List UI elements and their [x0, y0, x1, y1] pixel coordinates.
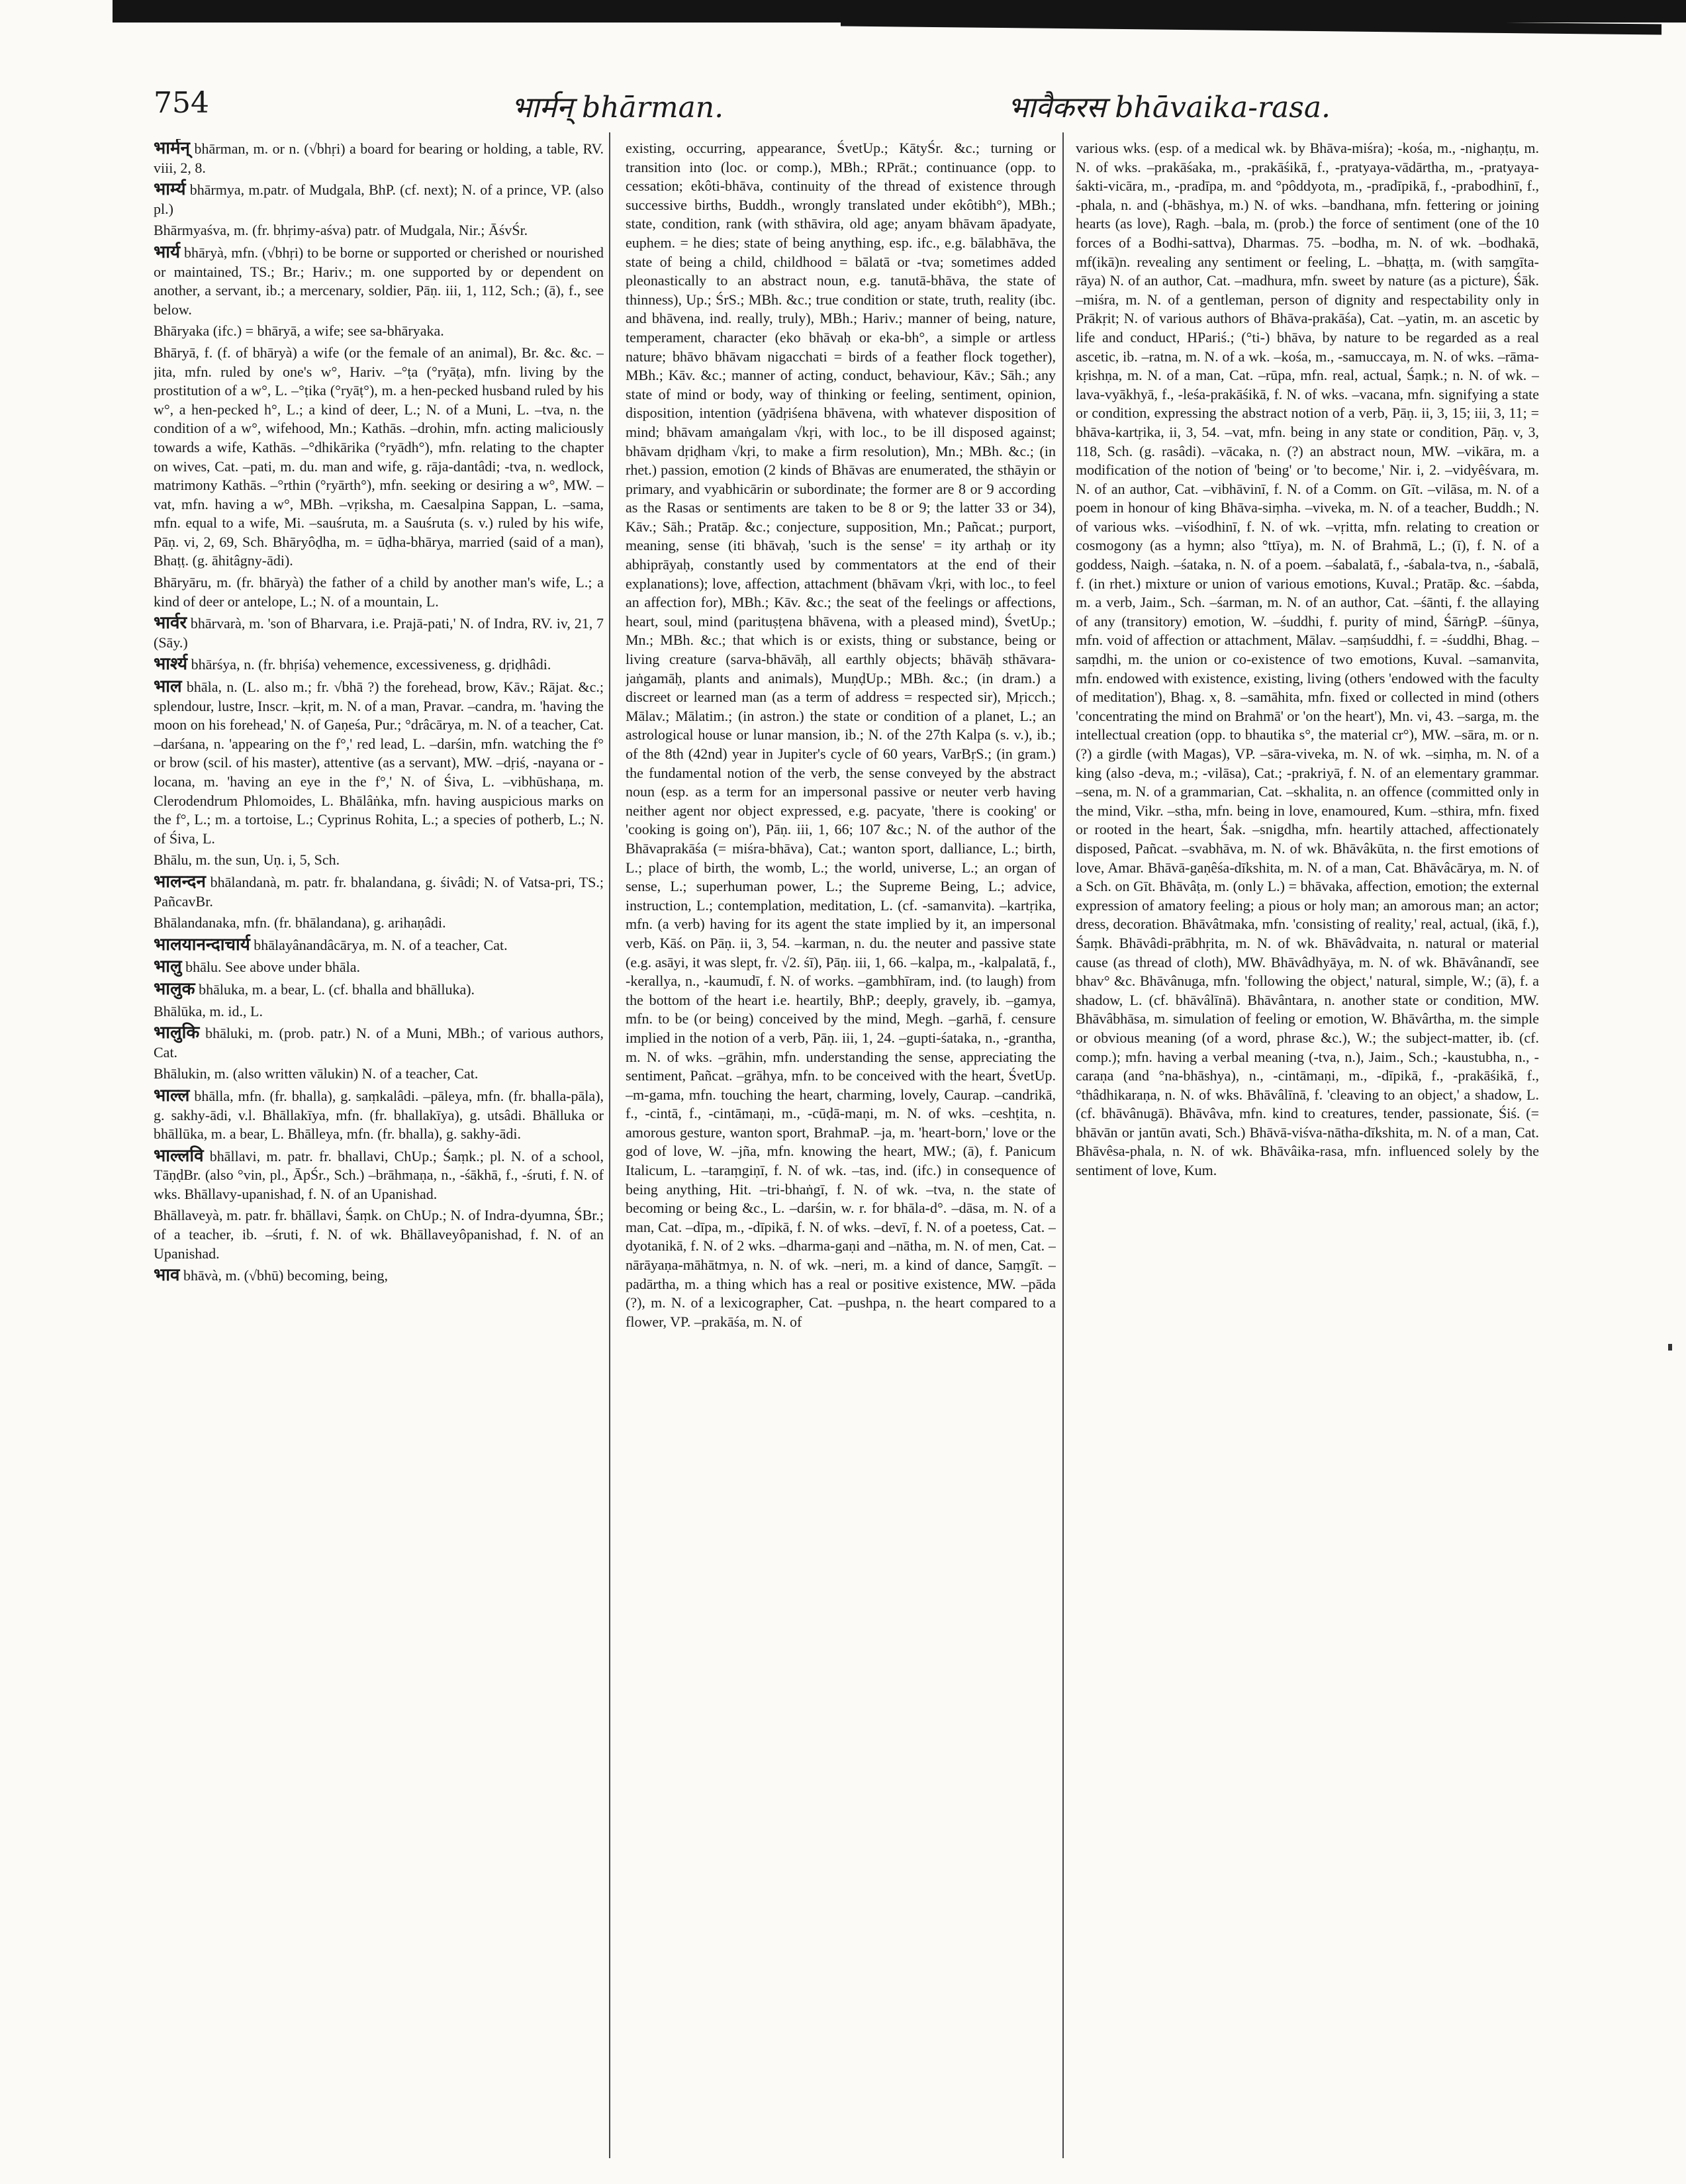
entry-text: bhāluki, m. (prob. patr.) N. of a Muni, MBh.; of various authors, Cat. — [154, 1025, 604, 1061]
entry-text: Bhāryā, f. (f. of bhāryà) a wife (or the female of an animal), Br. &c. &c. –jita, mfn. ruled by one's w°, Hariv. –°ṭa (°ryāṭa), mfn. living by the prostitution of a w°, L. –°ṭika (°ryāṭ°), m. a hen-pecked husband ruled by his w°, a hen-pecked h°, L.; a kind of deer, L.; N. of a Muni, L. –tva, n. the condition of a w°, wifehood, Mn.; Kathās. –drohin, mfn. acting maliciously towards a wife, Kathās. –°dhikārika (°ryādh°), mfn. relating to the chapter on wives, Cat. –pati, m. du. man and wife, g. rāja-dantâdi; -tva, n. wedlock, matrimony Kathās. –°rthin (°ryārth°), mfn. seeking or desiring a w°, MW. –vat, mfn. having a w°, MBh. –vṛiksha, m. Caesalpina Sappan, L. –sama, mfn. equal to a wife, Mi. –sauśruta, m. a Sauśruta (s. v.) ruled by his wife, Pāṇ. vi, 2, 69, Sch. Bhāryôḍha, m. = ūḍha-bhārya, married (said of a man), Bhaṭṭ. (g. āhitâgny-ādi). — [154, 344, 604, 569]
dictionary-entry — [154, 980, 604, 1000]
entry-headword: भाल — [154, 677, 182, 697]
dictionary-entry — [154, 851, 604, 870]
entry-headword: भार्श्य — [154, 654, 188, 675]
column-1 — [154, 139, 604, 2152]
dictionary-entry — [154, 957, 604, 977]
dictionary-entry — [154, 1086, 604, 1144]
column-2 — [626, 139, 1056, 2152]
column-divider-1 — [609, 132, 610, 2158]
column-3 — [1076, 139, 1539, 2152]
entry-text: bhāvà, m. (√bhū) becoming, being, — [183, 1267, 388, 1284]
entry-text: Bhālukin, m. (also written vālukin) N. of a teacher, Cat. — [154, 1065, 479, 1082]
entry-text: bhālu. See above under bhāla. — [185, 959, 361, 976]
entry-text: Bhāryaka (ifc.) = bhāryā, a wife; see sa-bhāryaka. — [154, 322, 444, 340]
column-divider-2 — [1062, 132, 1064, 2158]
entry-text: Bhālandanaka, mfn. (fr. bhālandana), g. arihaṇâdi. — [154, 914, 446, 931]
entry-text: Bhārmyaśva, m. (fr. bhṛimy-aśva) patr. of Mudgala, Nir.; ĀśvŚr. — [154, 222, 528, 239]
left-running-title: भार्मन् bhārman. — [511, 91, 724, 124]
margin-mark — [1668, 1344, 1672, 1351]
dictionary-entry — [154, 677, 604, 848]
entry-headword: भालन्दन — [154, 871, 206, 892]
entry-text: bhāllavi, m. patr. fr. bhallavi, ChUp.; Śaṃk.; pl. N. of a school, TāṇḍBr. (also °vin, pl., ĀpŚr., Sch.) –brāhmaṇa, n., -śākhā, f., -śruti, f. N. of wks. Bhāllavy-upanishad, f. N. of an Upanishad. — [154, 1147, 604, 1202]
dictionary-entry — [154, 221, 604, 240]
entry-headword: भालुक — [154, 978, 195, 999]
entry-headword: भालुकि — [154, 1023, 200, 1043]
entry-text: bhāluka, m. a bear, L. (cf. bhalla and bhālluka). — [199, 980, 475, 998]
dictionary-entry — [154, 573, 604, 611]
entry-text: bhārman, m. or n. (√bhṛi) a board for bearing or holding, a table, RV. viii, 2, 8. — [154, 140, 604, 176]
entry-headword: भाव — [154, 1265, 180, 1286]
entry-headword: भालयानन्दाचार्य — [154, 934, 250, 955]
dictionary-entry — [154, 873, 604, 911]
entry-headword: भाल्ल — [154, 1085, 190, 1106]
entry-headword: भार्वर — [154, 613, 187, 634]
dictionary-entry — [154, 614, 604, 652]
entry-text: bhārśya, n. (fr. bhṛiśa) vehemence, excessiveness, g. dṛiḍhâdi. — [191, 656, 551, 673]
dictionary-entry — [154, 1147, 604, 1204]
entry-headword: भार्म्य — [154, 179, 186, 200]
entry-headword: भालु — [154, 957, 182, 977]
entry-text: bhālayânandâcārya, m. N. of a teacher, Cat. — [254, 936, 508, 953]
dictionary-entry — [154, 139, 604, 177]
column-2-text: existing, occurring, appearance, ŚvetUp.; KātyŚr. &c.; turning or transition into (loc. or comp.), MBh.; RPrāt.; continuance (opp. to cessation; ekôti-bhāva, continuity of the thread of existence through successive births, Buddh., wrongly translated under ekôtibh°), MBh.; state, condition, rank (with sthāvira, old age; anyam bhāvam āpadyate, euphem. = he dies; state of being anything, esp. ifc., e.g. bālabhāva, the state of being a child, childhood = bālatā or -tva; sometimes added pleonastically to an abstract noun, e.g. tanutā-bhāva, the state of thinness), Up.; ŚrS.; MBh. &c.; true condition or state, truth, reality (ibc. and bhāvena, ind. really, truly), MBh.; Hariv.; manner of being, nature, temperament, character (eko bhāvaḥ or eka-bh°, a simple or artless nature; bhāvo bhāvam nigacchati = birds of a feather flock together), MBh.; Kāv. &c.; manner of acting, conduct, behaviour, Kāv.; Sāh.; any state of mind or body, way of thinking or feeling, sentiment, opinion, disposition, intention (yādṛiśena bhāvena, with whatever disposition of mind; bhāvam amaṅgalam √kṛi, with loc., to be ill disposed against; bhāvam dṛiḍham √kṛi, to make a firm resolution), Mn.; MBh. &c.; (in rhet.) passion, emotion (2 kinds of Bhāvas are enumerated, the sthāyin or primary, and vyabhicārin or subordinate; the former are 8 or 9 according as the Rasas or sentiments are taken to be 8 or 9; the latter 33 or 34), Kāv.; Sāh.; Pratāp. &c.; conjecture, supposition, Mn.; Pañcat.; purport, meaning, sense (iti bhāvaḥ, 'such is the sense' = ity arthaḥ or ity abhiprāyaḥ, constantly used by commentators at the end of their explanations); love, affection, attachment (bhāvam √kṛi, with loc., to feel an affection for), MBh.; Kāv. &c.; the seat of the feelings or affections, heart, soul, mind (parituṣṭena bhāvena, with a pleased mind), ŚvetUp.; Mn.; MBh. &c.; that which is or exists, thing or substance, being or living creature (sarva-bhāvāḥ, all earthly objects; bhāvāḥ sthāvara-jaṅgamāḥ, plants and animals), MuṇḍUp.; MBh. &c.; (in dram.) a discreet or learned man (as a term of address = respected sir), Mṛicch.; Mālav.; Mālatim.; (in astron.) the state or condition of a planet, L.; an astrological house or lunar mansion, ib.; N. of the 27th Kalpa (s. v.), ib.; of the 8th (42nd) year in Jupiter's cycle of 60 years, VarBṛS.; (in gram.) the fundamental notion of the verb, the sense conveyed by the abstract noun (esp. as a term for an impersonal passive or neuter verb having neither agent nor object expressed, e.g. pacyate, 'there is cooking' or 'cooking is going on'), Pāṇ. iii, 1, 66; 107 &c.; N. of the author of the Bhāvaprakāśa (= miśra-bhāva), Cat.; wanton sport, dalliance, L.; birth, L.; place of birth, the womb, L.; the world, universe, L.; an organ of sense, L.; superhuman power, L.; the Supreme Being, L.; advice, instruction, L.; contemplation, meditation, L. (cf. -samanvita). –kartṛika, mfn. (a verb) having for its agent the state implied by it, an impersonal verb, Kāś. on Pāṇ. ii, 3, 54. –karman, n. du. the neuter and passive state (e.g. asāyi, it was slept, fr. √2. śī), Pāṇ. iii, 1, 66. –kalpa, m., -kalpalatā, f., -kerallya, n., -kaumudī, f. N. of works. –gambhīram, ind. (to laugh) from the bottom of the heart i.e. heartily, BhP.; deeply, gravely, ib. –gamya, mfn. to be (or being) conceived by the mind, Megh. –garhā, f. censure implied in the notion of a verb, Pāṇ. iii, 1, 24. –gupti-śataka, n., -grantha, m. N. of wks. –grāhin, mfn. understanding the sense, appreciating the sentiment, Pañcat. –grāhya, mfn. to be conceived with the heart, ŚvetUp. –m-gama, mfn. touching the heart, charming, lovely, Caurap. –candrikā, f., -cintā, f., -cintāmaṇi, m., -cūḍā-maṇi, m. N. of wks. –ceshṭita, n. amorous gesture, wanton sport, BrahmaP. –ja, m. 'heart-born,' love or the god of love, W. –jña, mfn. knowing the heart, MW.; (ā), f. Panicum Italicum, L. –taraṃgiṇī, f. N. of wk. –tas, ind. (ifc.) in consequence of being anything, Hit. –tri-bhaṅgī, f. N. of wk. –tva, n. the state of becoming or being &c., L. –darśin, w. r. for bhāla-d°. –dāsa, m. N. of a man, Cat. –dīpa, m., -dīpikā, f. N. of wks. –devī, f. N. of a poetess, Cat. –dyotanikā, f. N. of 2 wks. –dharma-gaṇi and –nātha, m. N. of men, Cat. –nārāyaṇa-māhātmya, n. N. of wk. –neri, m. a kind of dance, Saṃgīt. –padārtha, m. a thing which has a real or positive existence, MW. –pāda (?), m. N. of a lexicographer, Cat. –pushpa, n. the heart compared to a flower, VP. –prakāśa, m. N. of — [626, 140, 1056, 1330]
entry-text: Bhāllaveyà, m. patr. fr. bhāllavi, Śaṃk. on ChUp.; N. of Indra-dyumna, ŚBr.; of a teacher, ib. –śruti, f. N. of wk. Bhāllaveyôpanishad, f. N. of an Upanishad. — [154, 1207, 604, 1262]
entry-text: bhārmya, m.patr. of Mudgala, BhP. (cf. next); N. of a prince, VP. (also pl.) — [154, 181, 604, 217]
dictionary-entry — [154, 1002, 604, 1021]
dictionary-entry — [154, 322, 604, 341]
column-3-text: various wks. (esp. of a medical wk. by Bhāva-miśra); -kośa, m., -nighaṇṭu, m. N. of wks. –prakāśaka, m., -prakāśikā, f., -pratyaya-vādārtha, m., -pratyaya-śakti-vicāra, m., -pradīpa, m. and °pôddyota, m., -pradīpikā, f., -prabodhinī, f., -phala, n. and (-bhāshya, m.) N. of wks. –bandhana, mfn. fettering or joining hearts (as love), Ragh. –bala, m. (prob.) the force of sentiment (one of the 10 forces of a Bodhi-sattva), Dharmas. 75. –bodha, m. N. of wk. –bodhakā, mf(ikā)n. revealing any sentiment or feeling, L. –bhaṭṭa, m. (with saṃgīta-rāya) N. of an author, Cat. –madhura, mfn. sweet by nature (as a picture), Śāk. –miśra, m. N. of a gentleman, person of dignity and respectability only in Prākṛit; N. of various authors of Bhāva-prakāśa), Cat. –yatin, m. an ascetic by life and conduct, HPariś.; (°ti-) bhāva, by nature to be regarded as a real ascetic, ib. –ratna, m. N. of a wk. –kośa, m., -samuccaya, m. N. of wks. –rāma-kṛishṇa, m. N. of a man, Cat. –rūpa, mfn. real, actual, Śaṃk.; n. N. of wk. –lava-vyākhyā, f., -leśa-prakāśikā, f. N. of wks. –vacana, mfn. signifying a state or condition, expressing the abstract notion of a verb, Pāṇ. ii, 3, 15; iii, 3, 11; = bhāva-kartṛika, ii, 3, 54. –vat, mfn. being in any state or condition, Pāṇ. v, 3, 118, Sch. (g. rasâdi). –vācaka, n. (?) an abstract noun, MW. –vikāra, m. a modification of the notion of 'being' or 'to become,' Nir. i, 2. –vidyêśvara, m. N. of an author, Cat. –vibhāvinī, f. N. of a Comm. on Gīt. –vilāsa, m. N. of a poem in honour of king Bhāva-siṃha. –viveka, m. N. of a teacher, Buddh.; N. of various wks. –viśodhinī, f. N. of wk. –vṛitta, mfn. relating to creation or cosmogony (as a hymn; also °ttīya), m. N. of Brahmā, L.; (ī), f. N. of a goddess, Naigh. –śataka, n. N. of a poem. –śabalatā, f., -śabala-tva, n., -śabalā, f. (in rhet.) mixture or union of various emotions, Kuval.; Pratāp. &c. –śabda, m. a verb, Jaim., Sch. –śarman, m. N. of an author, Cat. –śānti, f. the allaying of any (transitory) emotion, W. –śuddhi, f. purity of mind, ŚārṅgP. –śūnya, mfn. void of affection or attachment, Mālav. –saṃśuddhi, f. = -śuddhi, Bhag. –saṃdhi, m. the union or co-existence of two emotions, Kuval. –samanvita, mfn. endowed with existence, existing, living (others 'endowed with the faculty of meditation'), Bhag. x, 8. –samāhita, mfn. fixed or collected in mind (others 'concentrating the mind on Brahmā' or 'on the heart'), Mn. vi, 43. –sarga, m. the intellectual creation (opp. to bhautika s°, the material cr°), MW. –sāra, m. or n. (?) a girdle (with Magas), VP. –sāra-viveka, m. N. of wk. –siṃha, m. N. of a king (also -deva, m.; -vilāsa), Cat.; -prakriyā, f. N. of an elementary grammar. –sena, m. N. of a grammarian, Cat. –skhalita, n. an offence (committed only in the mind, Vikr. –stha, mfn. being in love, enamoured, Kum. –sthira, mfn. fixed or rooted in the heart, Śak. –snigdha, mfn. heartily attached, affectionately disposed, Pañcat. –svabhāva, m. N. of wk. Bhāvâkūta, n. the first emotions of love, Amar. Bhāvā-gaṇêśa-dīkshita, m. N. of a man, Cat. Bhāvâcārya, m. N. of a Sch. on Gīt. Bhāvâṭa, m. (only L.) = bhāvaka, affection, emotion; the external expression of amatory feeling; a pious or holy man; an amorous man; an actor; dress, decoration. Bhāvâtmaka, mfn. 'consisting of reality,' real, actual, (ikā, f.), Śaṃk. Bhāvâdi-prābhṛita, m. N. of wk. Bhāvâdvaita, n. natural or material cause (as thread of cloth), MW. Bhāvâdhyāya, m. N. of wk. Bhāvânandī, see bhav° &c. Bhāvânuga, mfn. 'following the object,' natural, simple, W.; (ā), f. a shadow, L. (cf. bhāvâlīnā). Bhāvântara, n. another state or condition, MW. Bhāvâbhāsa, m. simulation of feeling or emotion, W. Bhāvârtha, m. the simple or obvious meaning (of a word, phrase &c.), W.; the subject-matter, ib. (cf. comp.); mfn. having a verbal meaning (-tva, n.), Jaim., Sch.; -kaustubha, n., -caraṇa (and °na-bhāshya), n., -cintāmaṇi, m., -dīpikā, f., -prakāśikā, f., °thâdhikaraṇa, n. N. of wks. Bhāvâlīnā, f. 'cleaving to an object,' a shadow, L. (cf. bhāvânugā). Bhāvâva, mfn. kind to creatures, tender, passionate, Śiś. (= bhāvān or jantūn avati, Sch.) Bhāvā-viśva-nātha-dīkshita, m. N. of a man, Cat. Bhāvêsa-phala, n. N. of wk. Bhāvâika-rasa, mfn. influenced solely by the sentiment of love, Kum. — [1076, 140, 1539, 1179]
dictionary-entry — [154, 243, 604, 319]
entry-text: Bhālūka, m. id., L. — [154, 1002, 263, 1020]
entry-text: bhālla, mfn. (fr. bhalla), g. saṃkalâdi. –pāleya, mfn. (fr. bhalla-pāla), g. sakhy-ādi, v.l. Bhāllakīya, mfn. (fr. bhallakīya), g. utsâdi. Bhālluka or bhāllūka, m. a bear, L. Bhālleya, mfn. (fr. bhalla), g. sakhy-ādi. — [154, 1087, 604, 1143]
dictionary-entry — [154, 180, 604, 218]
entry-text: bhāryà, mfn. (√bhṛi) to be borne or supported or cherished or nourished or maintained, TS.; Br.; Hariv.; m. one supported by or dependent on another, a servant, ib.; a mercenary, soldier, Pāṇ. iii, 1, 112, Sch.; (ā), f., see below. — [154, 244, 604, 318]
dictionary-entry — [154, 1065, 604, 1084]
dictionary-entry — [154, 1266, 604, 1286]
running-head — [154, 86, 1550, 126]
entry-text: bhāla, n. (L. also m.; fr. √bhā ?) the forehead, brow, Kāv.; Rājat. &c.; splendour, lustre, Inscr. –kṛit, m. N. of a man, Pravar. –candra, m. 'having the moon on his forehead,' N. of Gaṇeśa, Pur.; °drâcārya, m. N. of a teacher, Cat. –darśana, n. 'appearing on the f°,' red lead, L. –darśin, mfn. watching the f° or brow (scil. of his master), attentive (as a servant), MW. –dṛiś, -nayana or -locana, m. 'having an eye in the f°,' N. of Śiva, L. –vibhūshaṇa, m. Clerodendrum Phlomoides, L. Bhālâṅka, mfn. having auspicious marks on the f°, L.; m. a tortoise, L.; Cyprinus Rohita, L.; a species of potherb, L.; N. of Śiva, L. — [154, 679, 604, 847]
right-running-title: भावैकरस bhāvaika-rasa. — [1007, 91, 1331, 124]
entry-text: bhālandanà, m. patr. fr. bhalandana, g. śivâdi; N. of Vatsa-pri, TS.; PañcavBr. — [154, 873, 604, 910]
dictionary-entry — [154, 344, 604, 571]
entry-text: Bhāryāru, m. (fr. bhāryà) the father of a child by another man's wife, L.; a kind of deer or antelope, L.; N. of a mountain, L. — [154, 574, 604, 610]
entry-headword: भार्मन् — [154, 139, 190, 158]
entry-text: bhārvarà, m. 'son of Bharvara, i.e. Prajā-pati,' N. of Indra, RV. iv, 21, 7 (Sāy.) — [154, 615, 604, 651]
dictionary-entry — [154, 655, 604, 675]
dictionary-entry — [154, 1023, 604, 1062]
entry-headword: भार्य — [154, 242, 181, 262]
dictionary-entry — [154, 1206, 604, 1263]
dictionary-entry — [154, 914, 604, 933]
dictionary-entry — [154, 935, 604, 955]
entry-headword: भाल्लवि — [154, 1145, 204, 1166]
entry-text: Bhālu, m. the sun, Uṇ. i, 5, Sch. — [154, 851, 340, 869]
page-number: 754 — [154, 86, 209, 120]
